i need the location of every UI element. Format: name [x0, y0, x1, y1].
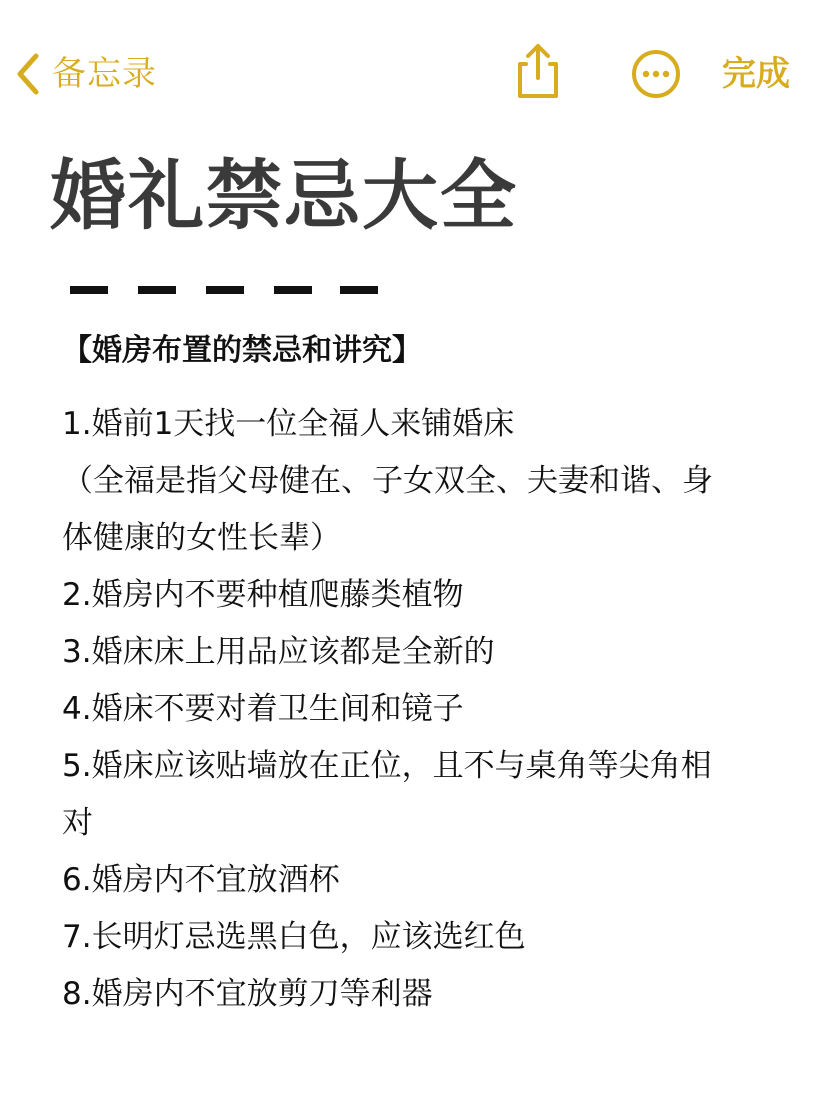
back-button[interactable]	[14, 44, 157, 104]
note-line: 2.婚房内不要种植爬藤类植物	[62, 577, 464, 613]
back-label: 备忘录	[52, 54, 157, 94]
share-icon	[512, 40, 564, 102]
note-line: 7.长明灯忌选黑白色，应该选红色	[62, 919, 526, 955]
note-line: 3.婚床床上用品应该都是全新的	[62, 634, 495, 670]
chevron-left-icon	[14, 52, 42, 96]
section-heading: 【婚房布置的禁忌和讲究】	[62, 333, 422, 368]
share-button[interactable]	[512, 40, 564, 102]
navigation-bar	[0, 0, 828, 140]
note-line: 5.婚床应该贴墙放在正位，且不与桌角等尖角相	[62, 748, 712, 784]
note-line: 8.婚房内不宜放剪刀等利器	[62, 976, 433, 1012]
note-line: 4.婚床不要对着卫生间和镜子	[62, 691, 464, 727]
note-line: 体健康的女性长辈）	[62, 520, 341, 556]
note-line: 对	[62, 805, 93, 841]
dashed-divider	[70, 286, 390, 296]
divider-dash	[70, 286, 108, 294]
note-title: 婚礼禁忌大全	[50, 151, 518, 240]
divider-dash	[340, 286, 378, 294]
more-button[interactable]	[630, 48, 682, 100]
divider-dash	[274, 286, 312, 294]
note-body[interactable]	[62, 396, 782, 1023]
note-line: （全福是指父母健在、子女双全、夫妻和谐、身	[62, 463, 713, 499]
note-line: 1.婚前1天找一位全福人来铺婚床	[62, 406, 515, 442]
more-icon	[630, 48, 682, 100]
done-button[interactable]: 完成	[722, 54, 790, 94]
divider-dash	[206, 286, 244, 294]
note-line: 6.婚房内不宜放酒杯	[62, 862, 340, 898]
divider-dash	[138, 286, 176, 294]
